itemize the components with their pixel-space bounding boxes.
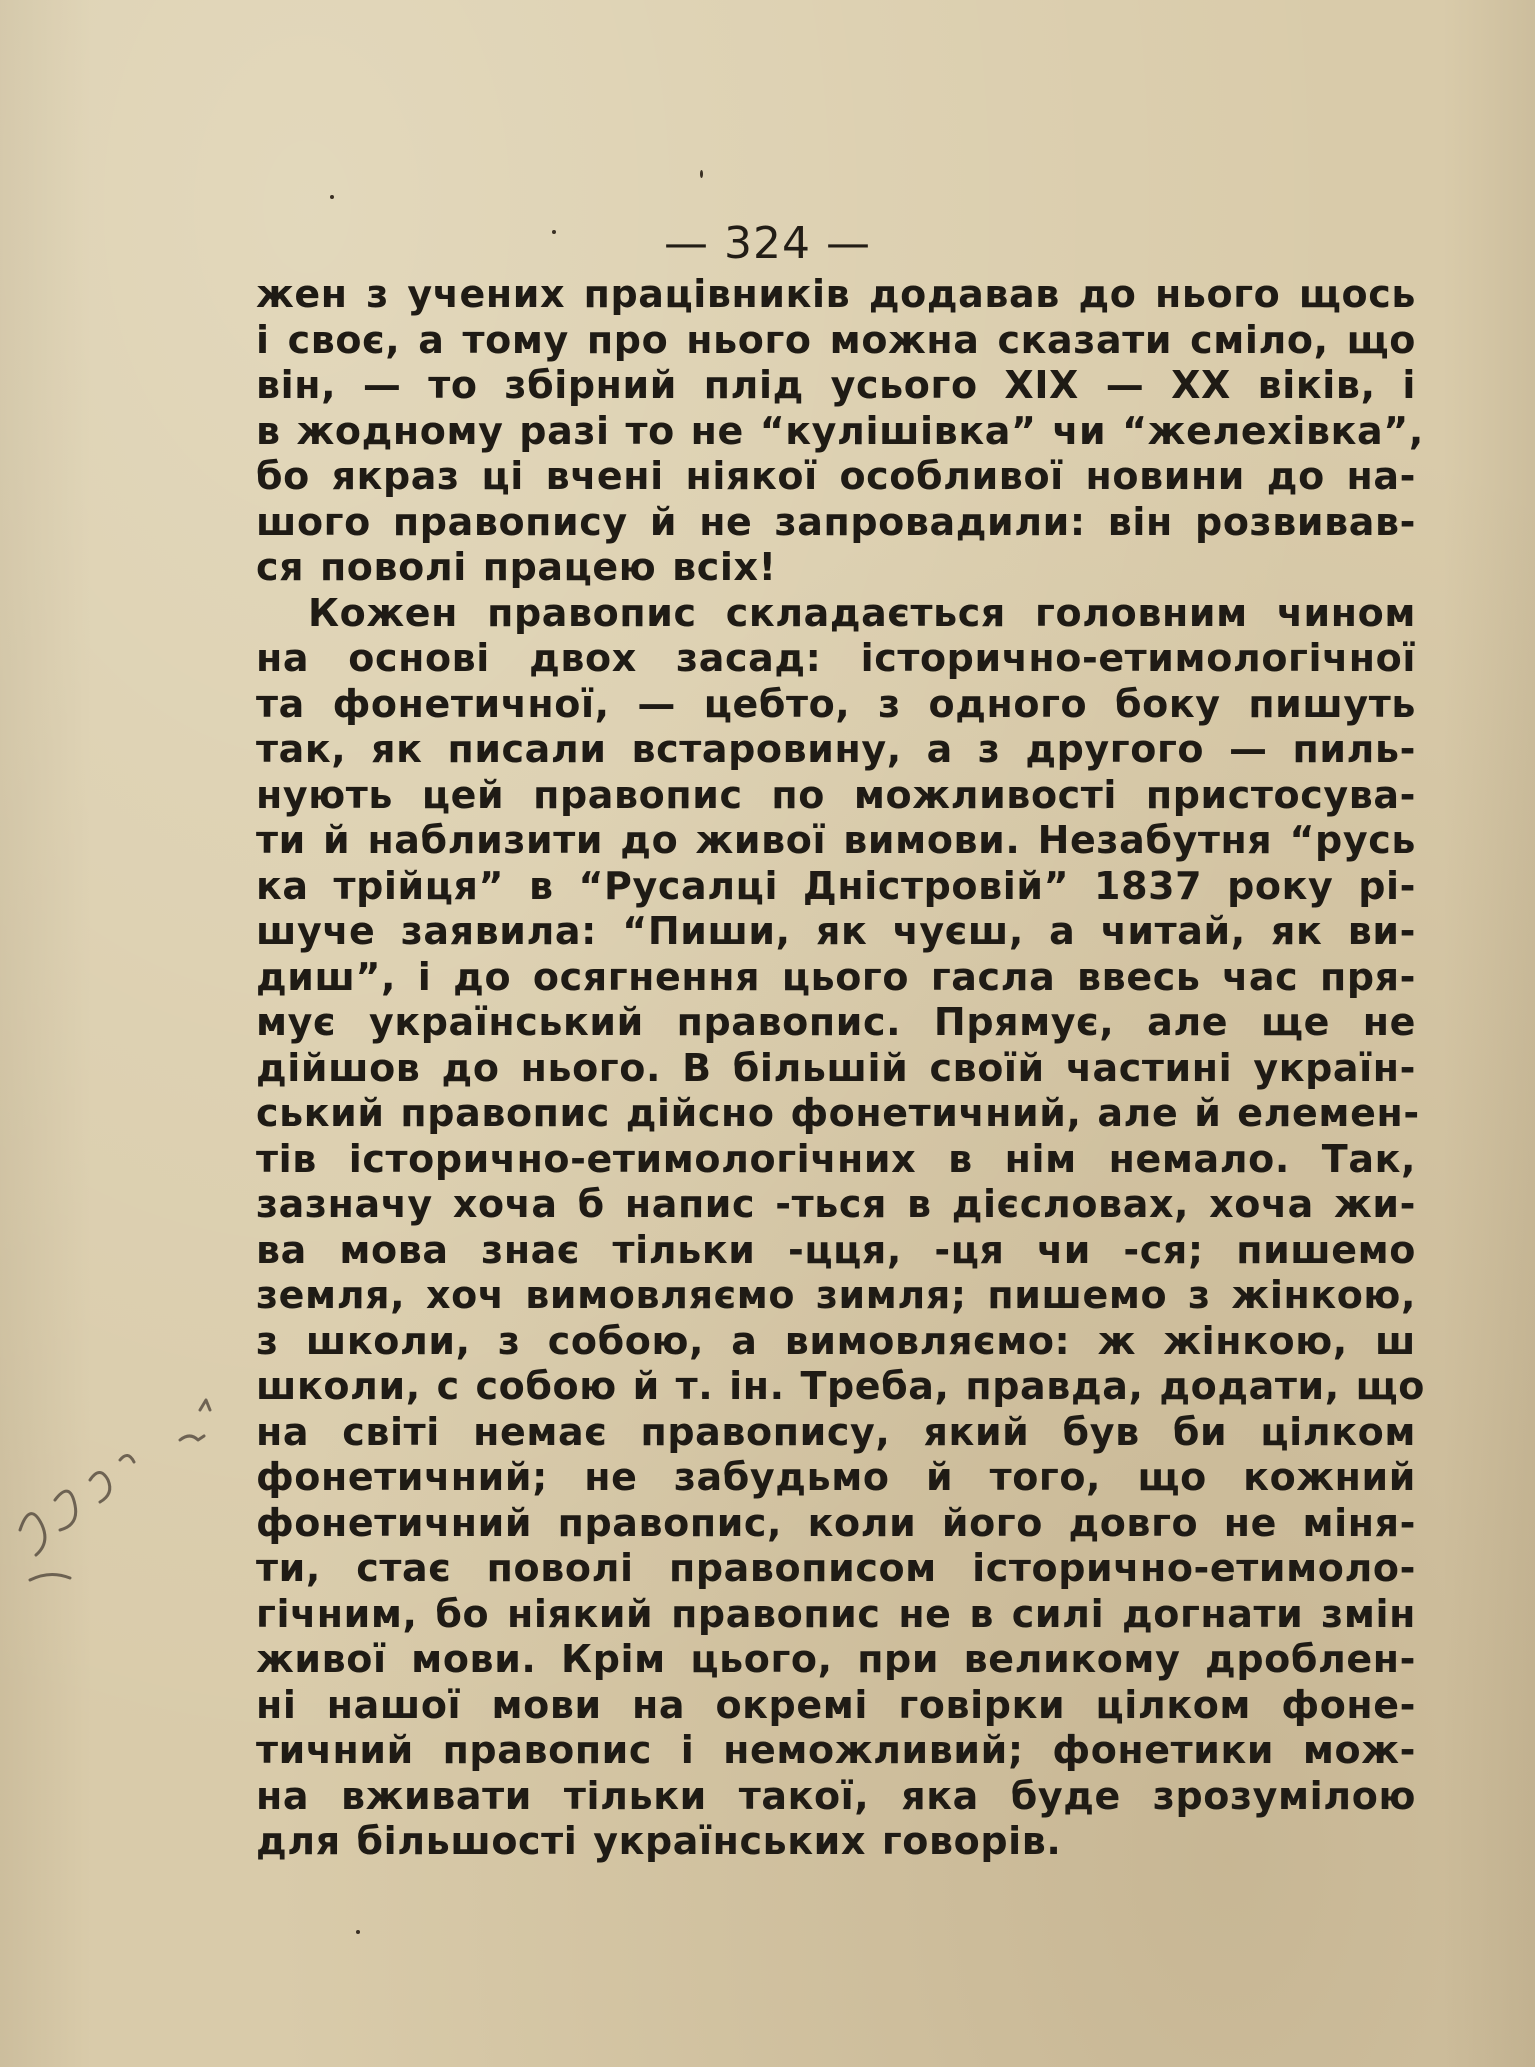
- text-line: ський правопис дійсно фонетичний, але й елемен-: [256, 1091, 1420, 1135]
- text-line: дійшов до нього. В більшій своїй частині україн-: [256, 1045, 1416, 1090]
- paper-speck: [330, 195, 334, 199]
- text-line: на основі двох засад: історично-етимологічної: [256, 636, 1416, 680]
- text-line: Кожен правопис складається головним чином: [308, 590, 1416, 635]
- text-line: для більшості українських говорів.: [256, 1819, 1062, 1863]
- text-body: [256, 272, 1425, 1865]
- text-line: гічним, бо ніякий правопис не в силі догнати змін: [256, 1591, 1416, 1636]
- text-line: фонетичний; не забудьмо й того, що кожний: [256, 1455, 1416, 1499]
- text-line: так, як писали встаровину, а з другого — пиль-: [256, 727, 1416, 771]
- text-line: тів історично-етимологічних в нім немало. Так,: [256, 1136, 1416, 1181]
- text-line: фонетичний правопис, коли його довго не міня-: [256, 1500, 1416, 1545]
- text-line: та фонетичної, — цебто, з одного боку пишуть: [256, 681, 1416, 726]
- text-line: на світі немає правопису, який був би цілком: [256, 1409, 1416, 1454]
- text-line: шуче заявила: “Пиши, як чуєш, а читай, як ви-: [256, 909, 1416, 953]
- paper-speck: [356, 1930, 360, 1934]
- text-line: і своє, а тому про нього можна сказати сміло, що: [256, 317, 1416, 362]
- text-line: ся поволі працею всіх!: [256, 545, 777, 589]
- text-line: диш”, і до осягнення цього гасла ввесь час пря-: [256, 954, 1416, 999]
- text-line: школи, с собою й т. ін. Треба, правда, додати, що: [256, 1364, 1425, 1408]
- text-line: на вживати тільки такої, яка буде зрозумілою: [256, 1773, 1416, 1818]
- text-line: земля, хоч вимовляємо зимля; пишемо з жінкою,: [256, 1273, 1416, 1317]
- paragraph-2: [256, 590, 1425, 1865]
- page-number: — 324 —: [664, 218, 871, 269]
- text-line: тичний правопис і неможливий; фонетики мож-: [256, 1728, 1416, 1772]
- text-line: шого правопису й не запровадили: він розвивав-: [256, 499, 1416, 544]
- paragraph-1: [256, 272, 1424, 591]
- paper-speck: [700, 170, 703, 178]
- text-line: живої мови. Крім цього, при великому дроблен-: [256, 1637, 1416, 1681]
- text-line: він, — то збірний плід усього XIX — XX віків, і: [256, 363, 1416, 407]
- margin-pencil-mark: [0, 1380, 240, 1640]
- text-line: в жодному разі то не “кулішівка” чи “желехівка”,: [256, 408, 1424, 453]
- text-line: ва мова знає тільки -цця, -ця чи -ся; пишемо: [256, 1227, 1416, 1272]
- paper-speck: [552, 230, 556, 234]
- text-line: мує український правопис. Прямує, але ще не: [256, 1000, 1416, 1044]
- text-line: з школи, з собою, а вимовляємо: ж жінкою, ш: [256, 1318, 1416, 1363]
- text-line: ні нашої мови на окремі говірки цілком фоне-: [256, 1682, 1416, 1727]
- text-line: ти, стає поволі правописом історично-етимоло-: [256, 1546, 1416, 1590]
- text-line: бо якраз ці вчені ніякої особливої новини до на-: [256, 454, 1416, 498]
- text-line: жен з учених працівників додавав до нього щось: [256, 272, 1416, 316]
- text-line: зазначу хоча б напис -ться в дієсловах, хоча жи-: [256, 1182, 1416, 1226]
- text-line: нують цей правопис по можливості пристосува-: [256, 772, 1416, 817]
- text-line: ка трійця” в “Русалці Дністровій” 1837 року рі-: [256, 863, 1416, 908]
- text-line: ти й наблизити до живої вимови. Незабутня “русь: [256, 818, 1416, 862]
